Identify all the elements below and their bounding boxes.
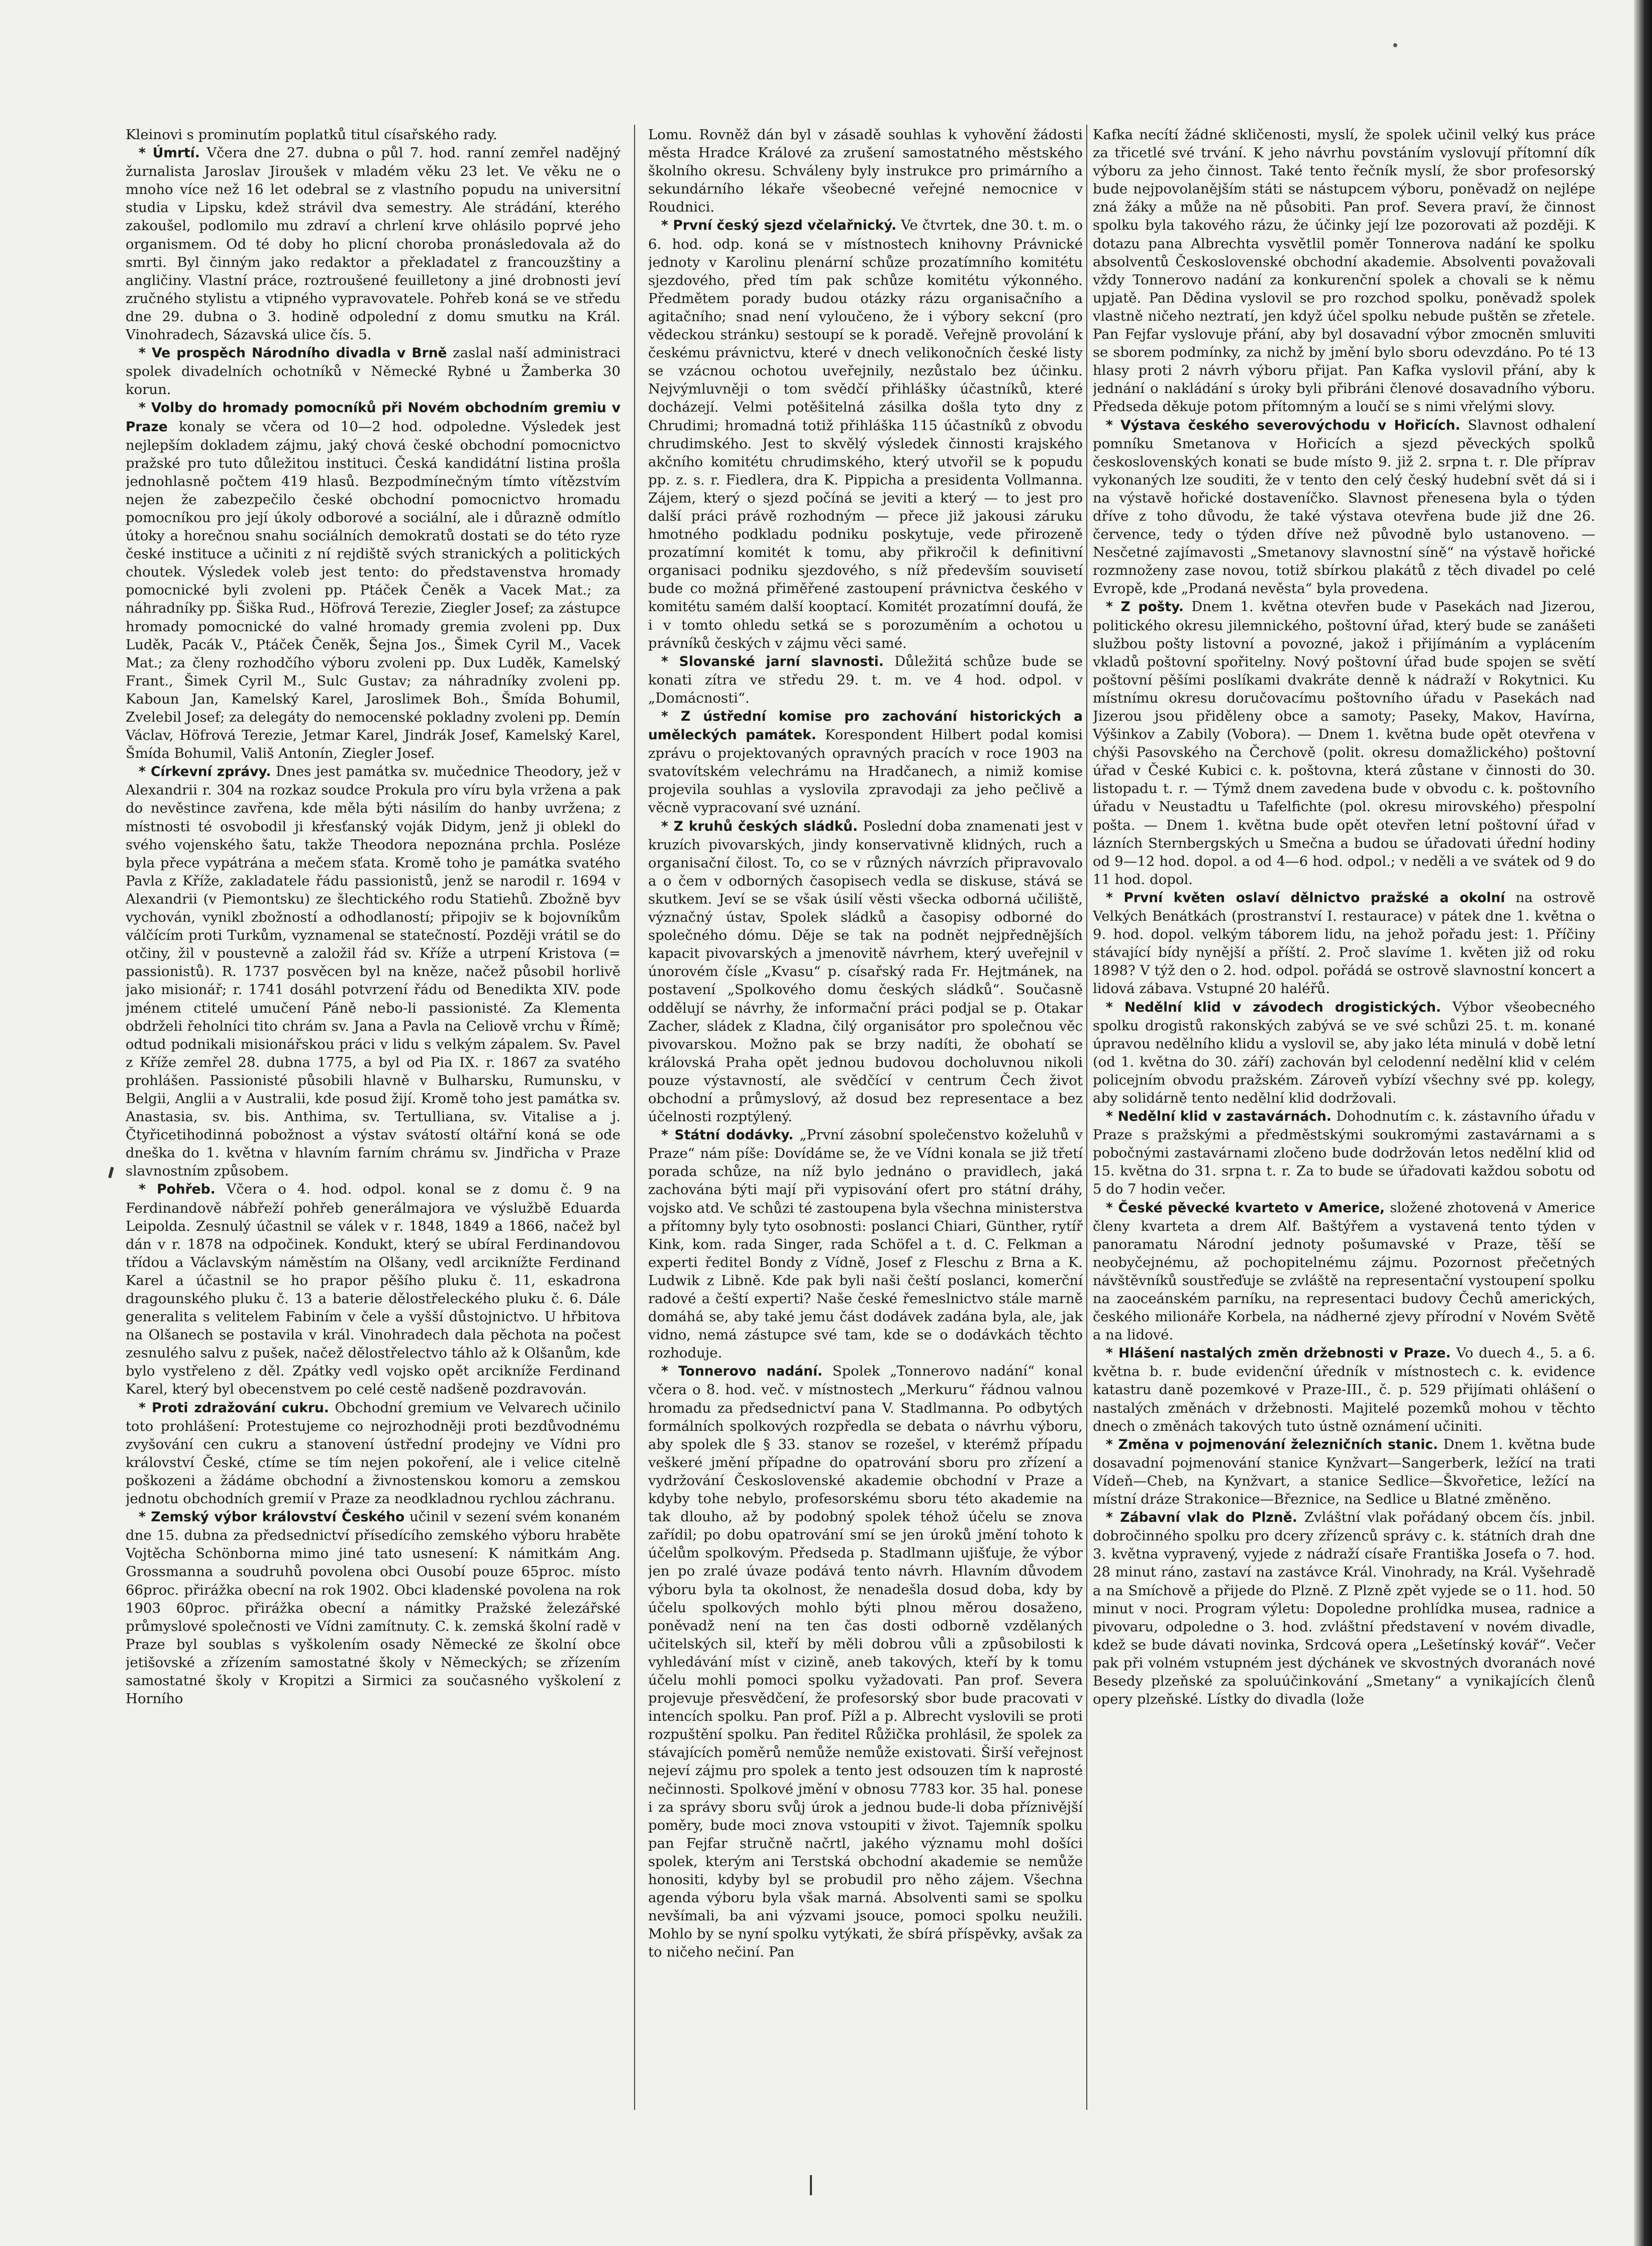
article-heading: * Církevní zprávy.	[139, 764, 271, 780]
article-text: Obchodní gremium ve Velvarech učinilo toto prohlášení: Protestujeme co nejrozhodněji proti bezdůvodnému zvyšování cen cukru a stanovení ústřední prodejny ve Vídni pro království České, ctíme se tím nejen pokoření, ale i velice citelně poškozeni a žádáme obchodní a živnostenskou komoru a zemskou jednotu obchodních gremií v Praze za neodkladnou rychlou záchranu.	[126, 1399, 621, 1507]
article-text: na ostrově Velkých Benátkách (prostranství I. restaurace) v pátek dne 1. května o 9. hod. dopol. velkým táborem lidu, na jehož pořadu jest: 1. Příčiny stávající bídy nynější a příští. 2. Proč slavíme 1. květen již od roku 1898? V týž den o 2. hod. odpol. pořádá se ostrově slavnostní koncert a lidová zábava. Vstupné 20 haléřů.	[1093, 889, 1595, 997]
article-text: Slavnost odhalení pomníku Smetanova v Hořicích a sjezd pěveckých spolků československých konati se bude místo 9. již 2. srpna t. r. Dle příprav vykonaných lze souditi, že v tento den celý český hudební svět dá si i na výstavě hořické dostaveníčko. Slavnost přenesena byla o týden dříve z toho důvodu, že také výstava otevřena bude již dne 26. července, tedy o týden dříve než původně bylo ustanoveno. — Nesčetné zajímavosti „Smetanovy slavnostní síně“ na výstavě hořické rozmnoženy zase novou, totiž sbírkou plakátů z těch divadel po celé Evropě, kde „Prodaná nevěsta“ byla provedena.	[1093, 417, 1595, 597]
bottom-mark	[810, 2175, 812, 2195]
article-paragraph	[126, 144, 621, 344]
article-heading: * Zemský výbor království Českého	[139, 1509, 405, 1525]
article-paragraph	[648, 1362, 1083, 1961]
article-heading: * První květen oslaví dělnictvo pražské a okolní	[1106, 890, 1505, 906]
article-heading: * Slovanské jarní slavnosti.	[661, 653, 884, 669]
article-heading: * Z kruhů českých sládků.	[661, 818, 858, 834]
article-heading: * Zábavní vlak do Plzně.	[1106, 1510, 1297, 1526]
article-heading: * Hlášení nastalých změn držebnosti v Praze.	[1106, 1345, 1451, 1361]
article-text: Kafka necítí žádné skličenosti, myslí, že spolek učinil velký kus práce za třicetlé své trvání. K jeho návrhu povstáním vyslovují přítomní dík výboru za jeho činnost. Také tento řečník myslí, že sbor profesorský bude nejpovolanějším státi se nástupcem výboru, poněvadž on nejlépe zná žáky a může na ně působiti. Pan prof. Severa praví, že činnost spolku byla takového rázu, že účinky její lze pozorovati až později. K dotazu pana Albrechta vysvětlil poměr Tonnerova nadání ke spolku absolventů Československé obchodní akademie. Absolventi považovali vždy Tonnerovo nadání za konkurenční spolek a chovali se k němu upjatě. Pan Dědina vyslovil se pro rozchod spolku, poněvadž spolek vlastně ničeho neztratí, jen když účel spolku nebude puštěn se zřetele. Pan Fejfar vyslovuje přání, aby byl dosavadní výbor zmocněn smluviti se sborem podmínky, za nichž by jmění bylo sboru odevzdáno. Po té 13 hlasy proti 2 návrh výboru přijat. Pan Kafka vyslovil přání, aby k jednání o nakládání s úroky byli přibráni členové dosavadního výboru. Předseda děkuje potom přítomným a loučí se s nimi vřelými slovy.	[1093, 127, 1595, 415]
column-middle	[648, 126, 1083, 2111]
article-text: konaly se včera od 10—2 hod. odpoledne. Výsledek jest nejlepším dokladem zájmu, jaký chová české obchodní pomocnictvo pražské pro tuto důležitou instituci. Česká kandidátní listina prošla jednohlasně počtem 419 hlasů. Bezpodmínečným tímto vítězstvím nejen že zabezpečilo české obchodní pomocnictvo hromadu pomocníkou pro její úkoly odborové a sociální, ale i důrazně odmítlo útoky a horečnou snahu sociálních demokratů dostati se do této ryze české instituce a učiniti z ní rejdiště svých stranických a politických choutek. Výsledek voleb jest tento: do představenstva hromady pomocnické byli zvoleni pp. Ptáček Čeněk a Vacek Mat.; za náhradníky pp. Šiška Rud., Höfrová Terezie, Ziegler Josef; za zástupce hromady pomocnické do valné hromady gremia zvoleni pp. Dux Luděk, Pacák V., Ptáček Čeněk, Šejna Jos., Šimek Cyril M., Vacek Mat.; za členy rozhodčího výboru zvoleni pp. Dux Luděk, Kamelský Frant., Šimek Cyril M., Sulc Gustav; za náhradníky zvoleni pp. Kaboun Jan, Kamelský Karel, Jaroslimek Boh., Šmída Bohumil, Zvelebil Josef; za delegáty do nemocenské pokladny zvoleni pp. Demín Václav, Höfrová Terezie, Jetmar Karel, Jindrák Josef, Kamelský Karel, Šmída Bohumil, Vališ Antonín, Ziegler Josef.	[126, 418, 621, 762]
article-text: Korespondent Hilbert podal komisi zprávu o projektovaných opravných pracích v roce 1903 na svatovítském velechrámu na Hradčanech, a nimiž komise projevila souhlas a vyslovila zpravodaji za jeho pečlivě a věcně vypracovaní své uznání.	[648, 727, 1083, 816]
article-heading: * Státní dodávky.	[661, 1127, 794, 1143]
article-heading: * Nedělní klid v zastavárnách.	[1106, 1109, 1332, 1125]
article-heading: * Volby do hromady pomocníků při Novém obchodním gremiu v Praze	[126, 400, 621, 435]
article-text: „První zásobní společenstvo koželuhů v Praze“ nám píše: Dovídáme se, že ve Vídni konala se již třetí porada schůze, na níž bylo jednáno o pravidlech, jaká zachována býti mají při vypisování ofert pro státní dráhy, vojsko atd. Ve schůzi té zastoupena byla všechna ministerstva a přítomny byly tyto osobnosti: poslanci Chiari, Günther, rytíř Kink, kom. rada Singer, rada Schöfel a t. d. C. Felkman a experti ředitel Bondy z Vídně, Josef z Fleschu z Brna a K. Ludwik z Libně. Kde pak byli naši čeští poslanci, komerční radové a čeští experti? Naše české řemeslnictvo stále marně domáhá se, aby také jemu část dodávek zadána byla, ale, jak vidno, nemá zástupce své tam, kde se o dodávkách těchto rozhoduje.	[648, 1127, 1083, 1361]
article-heading: * Úmrtí.	[139, 145, 200, 161]
article-text: Důležitá schůze bude se konati zítra ve středu 29. t. m. ve 4 hod. odpol. v „Domácnosti“.	[648, 653, 1083, 706]
article-text: složené zhotovená v Americe členy kvarteta a drem Alf. Baštýřem a vystavená tento týden v panoramatu Národní jednoty pošumavské v Praze, těší se neobyčejnému, až pochopitelnému zájmu. Pozornost přečetných návštěvníků soustřeďuje se zvláště na representační vystoupení spolku na zaoceánském parníku, na representaci budovy Čechů amerických, českého milionáře Korbela, na nádherné zjevy přírodní v Novém Světě a na lidové.	[1093, 1199, 1595, 1343]
article-heading: * Tonnerovo nadání.	[661, 1363, 823, 1380]
article-text: Kleinovi s prominutím poplatků titul císařského rady.	[126, 127, 497, 143]
article-heading: * České pěvecké kvarteto v Americe,	[1106, 1200, 1385, 1216]
article-text: učinil v sezení svém konaném dne 15. dubna za předsednictví přísedícího zemského výboru hraběte Vojtěcha Schönborna mimo jiné tato usnesení: K námitkám Ang. Grossmanna a soudruhů povolena obci Ousobí pouze 65proc. místo 66proc. přirážka obecní na rok 1902. Obci kladenské povolena na rok 1903 60proc. přirážka obecní a námitky Pražské železářské průmyslové společnosti ve Vídni zamítnuty. C. k. zemská školní radě v Praze byl soublas s vyškolením osady Německé ze školní obce jetišovské a zřízením samostatné školy v Německých; se zřízením samostatné školy v Kropitzi a Sirmici za současného vyškolení z Horního	[126, 1509, 621, 1707]
article-paragraph	[1093, 998, 1595, 1108]
article-paragraph	[1093, 1508, 1595, 1708]
article-paragraph	[1093, 1344, 1595, 1435]
article-text: Ve čtvrtek, dne 30. t. m. o 6. hod. odp. koná se v místnostech knihovny Právnické jednoty v Karolinu plenární schůze prozatímního komitétu sjezdového, před tím pak schůze komitétu výkonného. Předmětem porady budou otázky rázu organisačního a agitačního; snad není vyloučeno, že i výbory sekcní (pro vědeckou stránku) sestoupí se k poradě. Veřejně provolání k českému právnictvu, které v dnech velikonočních české listy se vzácnou ochotou uveřejnily, nezůstalo bez účinku. Nejvýmluvněji o tom svědčí přihlášky účastníků, které docházejí. Velmi potěšitelná zásilka došla tyto dny z Chrudimi; hromadná totiž přihláška 115 účastníků z obvodu chrudimského. Jest to skvělý výsledek činnosti krajského akčního komitétu chrudimského, který utvořil se k popudu pp. z. s. r. Fiedlera, dra K. Pippicha a presidenta Vollmanna. Zájem, který o sjezd počíná se jeviti a který — to jest pro další práci právě rozhodným — přece již jakousi záruku hmotného podkladu podniku poskytuje, vede přirozeně prozatímní komitét k tomu, aby přikročil k definitivní organisaci podniku sjezdového, s níž především souvisetí bude co možná přiměřené zastoupení právnictva českého v komitétu samém další kooptací. Komitét prozatímní doufá, že i v tomto ohledu setká se s porozuměním a ochotou u právníků českých v zájmu věci samé.	[648, 217, 1083, 651]
article-heading: * Z ústřední komise pro zachování historických a uměleckých památek.	[648, 709, 1083, 743]
article-text: Lomu. Rovněž dán byl v zásadě souhlas k vyhovění žádosti města Hradce Králové za zrušení samostatného městského školního okresu. Schváleny byly instrukce pro primárního a sekundárního lékaře všeobecné veřejné nemocnice v Roudnici.	[648, 127, 1083, 216]
article-paragraph	[1093, 1107, 1595, 1198]
article-text: Poslední doba znamenati jest v kruzích pivovarských, jindy konservativně klidných, ruch a organisační čilost. To, co se v různých návrzích připravovalo a o čem v odborných časopisech vedla se diskuse, stává se skutkem. Jeví se se však úsilí věsti všecka odborná učiliště, význačný ústav, Spolek sládků a časopisy odborné do společného dómu. Děje se tak na podnět nejpřednějších kapacit pivovarských a jmenovitě návrhem, který uveřejnil v únorovém čísle „Kvasu“ p. císařský rada Fr. Hejtmánek, na postavení „Spolkového domu českých sládků“. Současně oddělují se návrhy, že informační práci podjal se p. Otakar Zacher, sládek z Kladna, čilý organisátor pro společnou věc pivovarskou. Možno pak se brzy nadíti, že obohatí se královská Praha opět jednou budovou docholuvnou nikoli pouze výstavností, ale svědčící v centrum Čech život obchodní a průmyslový, až dosud bez representace a bez účelnosti rozptýlený.	[648, 818, 1083, 1125]
column-rule-2	[1086, 125, 1087, 2110]
article-paragraph	[126, 399, 621, 762]
article-heading: * Nedělní klid v závodech drogistických.	[1106, 999, 1441, 1015]
article-heading: * Proti zdražování cukru.	[139, 1400, 329, 1416]
column-right	[1093, 126, 1595, 2111]
article-text: Včera dne 27. dubna o půl 7. hod. ranní zemřel nadějný žurnalista Jaroslav Jiroušek v mladém věku 23 let. Ve věku ne o mnoho více než 16 let odebral se z vlastního popudu na universitní studia v Lipsku, kdež strávil dva semestry. Ale strádání, kterého zakoušel, podlomilo mu zdraví a chrlení krve ohlásilo poprvé jeho organismem. Od té doby ho plicní choroba pronásledovala až do smrti. Byl činným jako redaktor a překladatel z francouzštiny a angličiny. Vlastní práce, roztroušené feuilletony a jiné drobnosti jeví zručného stylistu a vtipného vypravovatele. Pohřeb koná se ve středu dne 29. dubna o 3. hodině odpolední z domu smutku na Král. Vinohradech, Sázavská ulice čís. 5.	[126, 145, 621, 343]
article-paragraph	[648, 652, 1083, 707]
article-text: Zvláštní vlak pořádaný obcem čís. jnbil. dobročinného spolku pro dcery zřízenců správy c. k. státních drah dne 3. května vypravený, vyjede z nádraží císaře Františka Josefa o 7. hod. 28 minut ráno, zastaví na zastávce Král. Vinohrady, na Král. Vyšehradě a na Smíchově a přijede do Plzně. Z Plzně zpět vyjede se o 11. hod. 50 minut v noci. Program výletu: Dopoledne prohlídka musea, radnice a pivovaru, odpoledne o 3. hod. zvláštní představení v novém divadle, kdež se bude dávati novinka, Srdcová opera „Lešetínský kovář“. Večer pak při volném vstupném jest dýchánek ve skvostných dvoranách nové Besedy plzeňské za spoluúčinkování „Smetany“ a vynikajících členů opery plzeňské. Lístky do divadla (lože	[1093, 1509, 1595, 1708]
article-paragraph	[648, 216, 1083, 652]
article-heading: * První český sjezd včelařnický.	[661, 218, 897, 234]
article-text: zaslal naší administraci spolek divadelních ochotníků v Německé Rybné u Žamberka 30 korun.	[126, 345, 621, 398]
article-paragraph	[648, 707, 1083, 817]
article-text: Spolek „Tonnerovo nadání“ konal včera o 8. hod. več. v místnostech „Merkuru“ řádnou valnou hromadu za předsednictví pana V. Stadlmanna. Po odbytých formálních spolkových rozpředla se debata o návrhu výboru, aby spolek dle § 33. stanov se rozešel, v kterémž případu veškeré jmění případne do opatrování sboru pro zřízení a vydržování Československé akademie obchodní v Praze a kdyby tohe nebylo, profesorskému sboru této akademie na tak dlouho, až by podobný spolek téhož účelu se znova zařídil; po dobu opatrování smí se jen úroků jmění tohoto k účelům spolkovým. Předseda p. Stadlmann ujišťuje, že výbor jen po zralé úvaze podává tento návrh. Hlavním důvodem výboru byla ta okolnost, že nenadešla dosud doba, kdy by účelu spolkových mohlo býti plnou měrou dosaženo, poněvadž není na ten čas dosti odborně vzdělaných učitelských sil, kteří by měli dobrou vůli a způsobilosti k vyhledávání míst v cizině, aneb takových, kteří by k tomu účelu mohli pomoci spolku vyžadovati. Pan prof. Severa projevuje přesvědčení, že profesorský sbor bude pracovati v intencích spolku. Pan prof. Pížl a p. Albrecht vyslovili se proti rozpuštění spolku. Pan ředitel Růžička prohlásil, že spolek za stávajících poměrů nemůže nemůže existovati. Širší veřejnost nejeví zájmu pro spolek a tento jest odsouzen tím k naprosté nečinnosti. Spolkové jmění v obnosu 7783 kor. 35 hal. ponese i za správy sboru svůj úrok a jednou bude-li doba příznivější poměry, bude moci znova vstoupiti v život. Tajemník spolku pan Fejfar stručně načrtl, jakého významu mohl došíci spolek, kterým ani Terstská obchodní akademie se nemůže honositi, kdyby byl se probudil pro něho zájem. Všechna agenda výboru byla však marná. Absolventi sami se spolku nevšímali, ba ani výzvami jsouce, pomoci spolku neužili. Mohlo by se nyní spolku vytýkati, že sbírá příspěvky, avšak za to ničeho nečiní. Pan	[648, 1363, 1083, 1961]
article-paragraph	[1093, 1435, 1595, 1508]
article-paragraph	[648, 126, 1083, 216]
article-paragraph	[1093, 416, 1595, 598]
article-paragraph	[126, 1399, 621, 1508]
article-heading: * Změna v pojmenování železničních stanic.	[1106, 1436, 1438, 1452]
article-paragraph	[1093, 598, 1595, 889]
article-text: Dnes jest památka sv. mučednice Theodory, jež v Alexandrii r. 304 na rozkaz soudce Prokula pro víru byla vržena a pak do nevěstince zavřena, kde měla býti násilím do hanby uvržena; z místnosti té osvobodil ji křesťanský voják Didym, jenž ji oblekl do svého vojenského šatu, takže Theodora nepoznána prchla. Posléze byla přece vypátrána a mečem sťata. Kromě toho je památka svatého Pavla z Kříže, zakladatele řádu passionistů, jenž se narodil r. 1694 v Alexandrii (v Piemontsku) ze šlechtického rodu Statiehů. Zbožně byv vychován, vynikl zbožností a odhodlaností; připojiv se k bojovníkům válčícím proti Turkům, vyznamenal se statečností. Později vrátil se do otčiny, žil v poustevně a založil řád sv. Kříže a utrpení Kristova (= passionistů). R. 1737 posvěcen byl na kněze, načež působil horlivě jako misionář; r. 1741 dosáhl potvrzení řádu od Benedikta XIV. pode jménem ctitelé umučení Páně nebo-li passionisté. Za Klementa obdrželi řeholníci tito chrám sv. Jana a Pavla na Celiově vrchu v Římě; odtud podnikali misionářskou práci v lidu s velkým zápalem. Sv. Pavel z Kříže zemřel 28. dubna 1775, a byl od Pia IX. r. 1867 za svatého prohlášen. Passionisté působili hlavně v Bulharsku, Rumunsku, v Belgii, Anglii a v Australii, kde posud žijí. Kromě toho jest památka sv. Anastasia, sv. bis. Anthima, sv. Tertulliana, sv. Vitalise a j. Čtyřicetihodinná pobožnost a výstav svátostí oltářní koná se ode dneška do 1. května v hlavním farním chrámu sv. Jindřicha v Praze slavnostním způsobem.	[126, 763, 621, 1180]
article-text: Vo duech 4., 5. a 6. května b. r. bude evidenční úředník v místnostech c. k. evidence katastru daně pozemkové v Praze-III., č. p. 529 přijímati ohlášení o nastalých změnách v držebnosti. Majitelé pozemků mohou v těchto dnech o změnách takových tuto ústně oznámení učiniti.	[1093, 1345, 1595, 1434]
article-text: Dohodnutím c. k. zástavního úřadu v Praze s pražskými a předměstskými soukromými zastavárnami a s pobočnými zastavárnami zločeno bude dodržován letos nedělní klid od 15. května do 31. srpna t. r. Za to bude se úřadovati každou sobotu od 5 do 7 hodin večer.	[1093, 1108, 1595, 1198]
article-paragraph	[126, 1180, 621, 1398]
article-paragraph	[126, 762, 621, 1180]
article-paragraph	[1093, 126, 1595, 416]
article-text: Dnem 1. května otevřen bude v Pasekách nad Jizerou, politického okresu jilemnického, poštovní úřad, který bude se zanášeti službou pošty listovní a povozné, jakož i přijímáním a vyplácením vkladů poštovní spořitelny. Nový poštovní úřad bude spojen se světí poštovní pěšími poslíkami dvakráte denně k nádraží v Rokytnici. Ku místnímu okresu doručovacímu poštovního úřadu v Pasekách nad Jizerou jsou přiděleny obce a samoty; Paseky, Makov, Havírna, Výšinkov a Zabily (Vobora). — Dnem 1. května bude opět otevřena v chýši Pasovského na Čerchově (polit. okresu domažlického) poštovní úřad v České Kubici c. k. poštovna, která zůstane v činnosti do 30. listopadu t. r. — Týmž dnem zavedena bude v obvodu c. k. poštovního úřadu v Neustadtu u Tafelfichte (pol. okresu mirovského) přespolní pošta. — Dnem 1. května bude opět otevřen letní poštovní úřad v lázních Sternbergských u Smečna a budou se úřadovati úřední hodiny od 9—12 hod. dopol. a od 4—6 hod. odpol.; v neděli a ve svátek od 9 do 11 hod. dopol.	[1093, 599, 1595, 888]
binding-edge	[1634, 0, 1652, 2246]
article-paragraph	[126, 344, 621, 399]
article-heading: * Ve prospěch Národního divadla v Brně	[139, 345, 447, 361]
article-paragraph	[648, 1126, 1083, 1362]
article-paragraph	[126, 126, 621, 144]
article-paragraph	[126, 1508, 621, 1708]
column-left	[126, 126, 621, 2111]
article-paragraph	[1093, 889, 1595, 998]
column-rule-1	[634, 125, 635, 2110]
article-text: Dnem 1. května bude dosavadní pojmenování stanice Kynžvart—Sangerberk, ležící na trati Vídeň—Cheb, na Kynžvart, a stanice Sedlice—Škvořetice, ležící na místní dráze Strakonice—Březnice, na Sedlice u Blatné změněno.	[1093, 1436, 1595, 1508]
article-text: Výbor všeobecného spolku drogistů rakonských zabývá se ve své schůzi 25. t. m. konané úpravou nedělního klidu a vyslovil se, aby jako léta minulá v době letní (od 1. května do 30. září) zachován byl celodenní nedělní klid v celém policejním obvodu pražském. Zároveň vybízí všechny své pp. kolegy, aby solidárně tento nedělní klid dodržovali.	[1093, 999, 1595, 1106]
print-speck	[1393, 43, 1397, 47]
article-text: Včera o 4. hod. odpol. konal se z domu č. 9 na Ferdinandově nábřeží pohřeb generálmajora ve výslužbě Eduarda Leipolda. Zesnulý účastnil se válek v r. 1848, 1849 a 1866, načež byl dán v r. 1878 na odpočinek. Kondukt, který se ubíral Ferdinandovou třídou a Václavským náměstím na Olšany, vedl arciknížte Ferdinand Karel a účastnil se ho prapor pěšího pluku č. 11, eskadrona dragounského pluku č. 13 a baterie dělostřeleckého pluku č. 6. Dále generalita s velitelem Fabiním v čele a vyšší důstojnictvo. U hřbitova na Olšanech se postavila v král. Vinohradech dala pěchota na počest zesnulého salvu z pušek, načež dělostřelectvo táhlo až k Olšanům, kde bylo vystřeleno z děl. Zpátky vedl vojsko opět arcikníže Ferdinand Karel, který byl obecenstvem po celé cestě nadšeně pozdravován.	[126, 1181, 621, 1398]
article-paragraph	[1093, 1199, 1595, 1344]
margin-mark	[108, 1167, 114, 1179]
article-heading: * Z pošty.	[1106, 599, 1184, 615]
article-heading: * Pohřeb.	[139, 1182, 216, 1198]
article-paragraph	[648, 817, 1083, 1126]
article-heading: * Výstava českého severovýchodu v Hořicích.	[1106, 417, 1461, 433]
